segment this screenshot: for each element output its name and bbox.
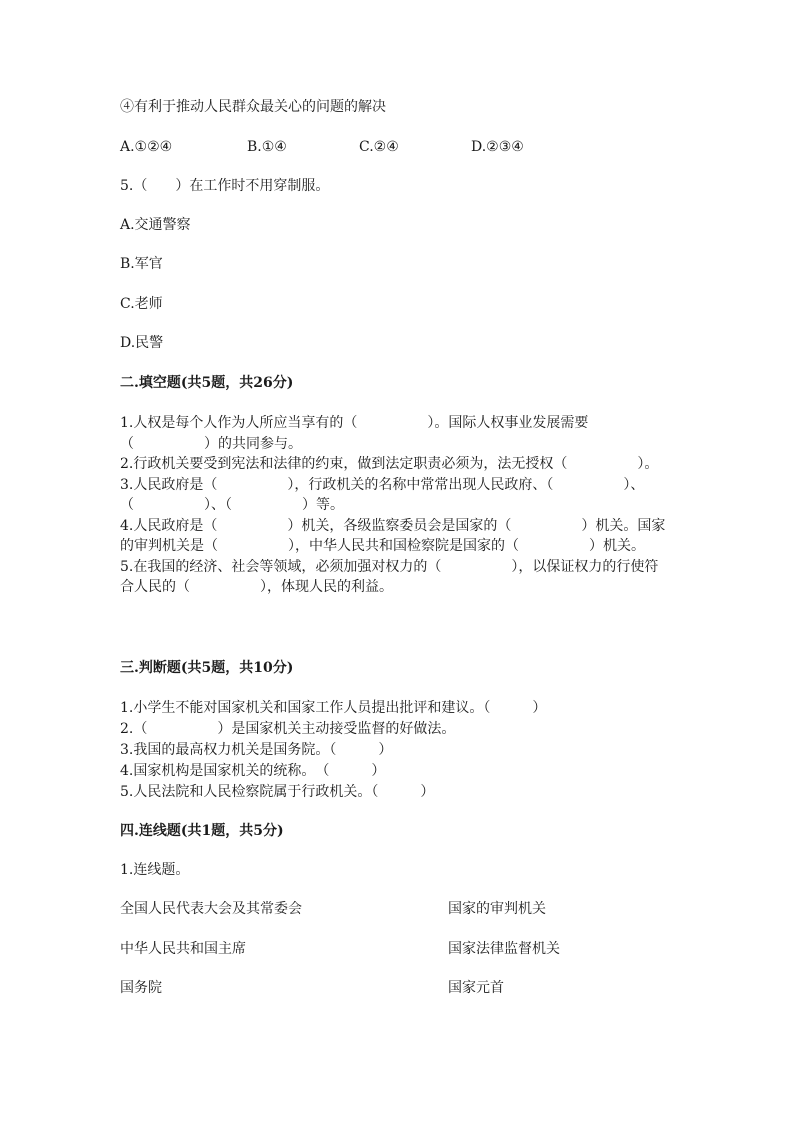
q4-option-b[interactable]: B.①④: [247, 139, 287, 155]
matching-stem: 1.连线题。: [120, 862, 190, 878]
section-4-title: 四.连线题(共1题，共5分): [120, 823, 284, 839]
matching-left-2[interactable]: 中华人民共和国主席: [120, 941, 246, 957]
q4-statement-4: ④有利于推动人民群众最关心的问题的解决: [120, 99, 386, 115]
true-false-item-1: 1.小学生不能对国家机关和国家工作人员提出批评和建议。（ ）: [120, 700, 547, 716]
section-3-title: 三.判断题(共5题，共10分): [120, 660, 294, 676]
fill-blank-item-4: 4.人民政府是（ ）机关，各级监察委员会是国家的（ ）机关。国家的审判机关是（ ），中华人民共和国检察院是国家的（ ）机关。: [120, 517, 666, 554]
fill-blank-item-2: 2.行政机关要受到宪法和法律的约束，做到法定职责必须为，法无授权（ ）。: [120, 456, 659, 472]
matching-right-3[interactable]: 国家元首: [448, 980, 504, 996]
true-false-item-3: 3.我国的最高权力机关是国务院。（ ）: [120, 742, 393, 758]
q4-options: [120, 137, 680, 157]
q5-option-c[interactable]: C.老师: [120, 296, 163, 312]
q5-option-d[interactable]: D.民警: [120, 335, 164, 351]
q5-stem: 5.（ ）在工作时不用穿制服。: [120, 178, 330, 194]
fill-blank-item-5: 5.在我国的经济、社会等领域，必须加强对权力的（ ），以保证权力的行使符合人民的（ ），体现人民的利益。: [120, 558, 659, 595]
q4-option-d[interactable]: D.②③④: [471, 139, 524, 155]
q5-option-b[interactable]: B.军官: [120, 256, 163, 272]
q4-option-a[interactable]: A.①②④: [120, 139, 173, 155]
true-false-item-5: 5.人民法院和人民检察院属于行政机关。（ ）: [120, 784, 435, 800]
true-false-item-2: 2.（ ）是国家机关主动接受监督的好做法。: [120, 721, 456, 737]
true-false-list: [120, 698, 668, 803]
section-2-title: 二.填空题(共5题，共26分): [120, 375, 294, 391]
matching-left-3[interactable]: 国务院: [120, 980, 162, 996]
true-false-item-4: 4.国家机构是国家机关的统称。 （ ）: [120, 763, 386, 779]
q5-option-a[interactable]: A.交通警察: [120, 217, 191, 233]
fill-blank-item-1: 1.人权是每个人作为人所应当享有的（ ）。国际人权事业发展需要（ ）的共同参与。: [120, 415, 589, 452]
q4-option-c[interactable]: C.②④: [359, 139, 399, 155]
matching-right-1[interactable]: 国家的审判机关: [448, 901, 546, 917]
matching-left-1[interactable]: 全国人民代表大会及其常委会: [120, 901, 302, 917]
fill-blank-item-3: 3.人民政府是（ ），行政机关的名称中常常出现人民政府、（ ）、（ ）、（ ）等。: [120, 476, 645, 513]
matching-right-2[interactable]: 国家法律监督机关: [448, 941, 560, 957]
fill-blank-list: [120, 413, 668, 598]
